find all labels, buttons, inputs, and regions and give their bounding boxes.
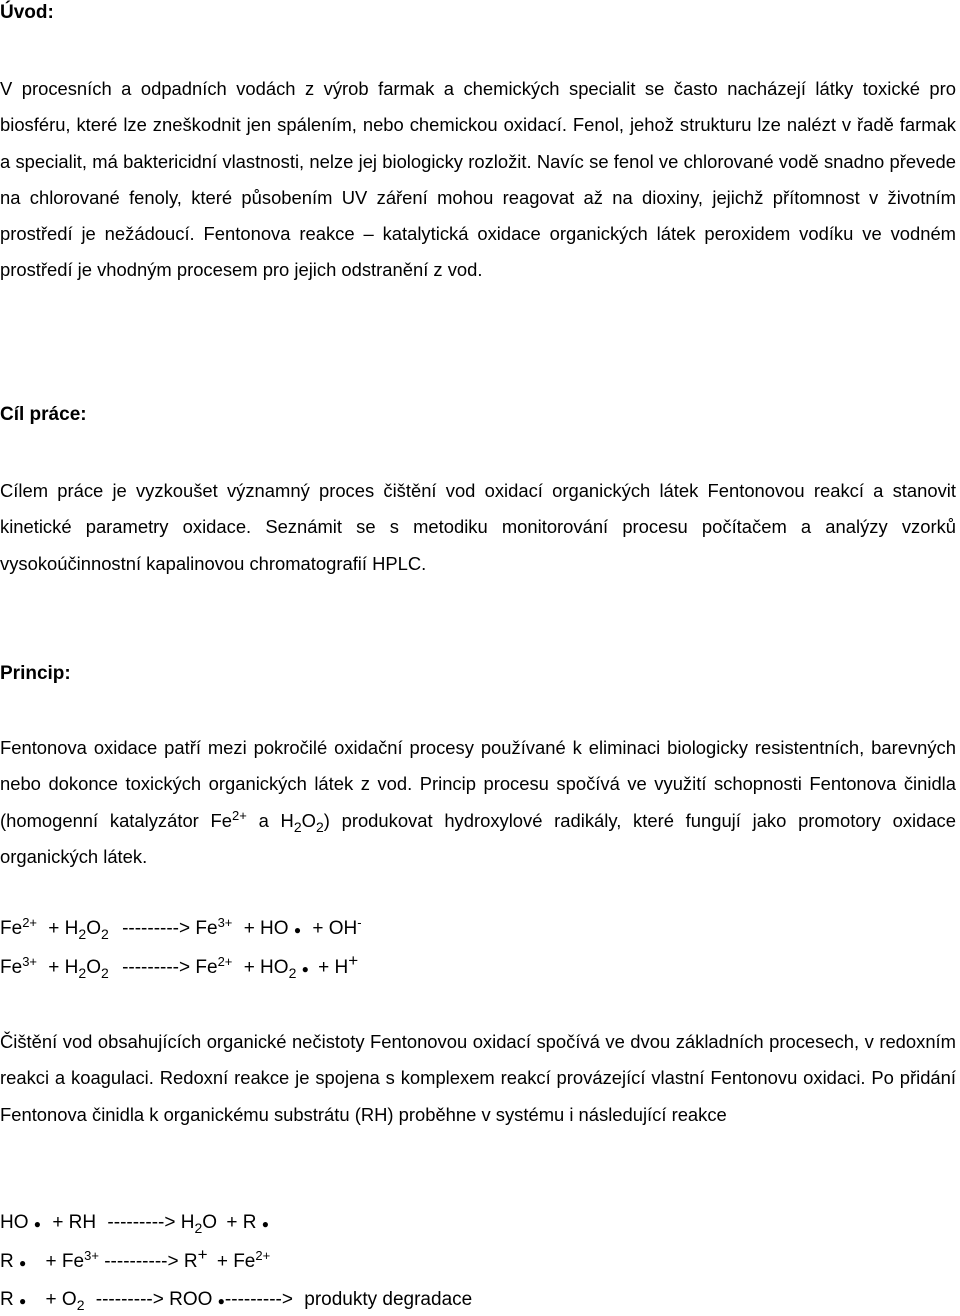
radical-dot-icon: ● [293,923,302,937]
principle-paragraph: Fentonova oxidace patří mezi pokročilé oxidační procesy používané k eliminaci biologicky resistentních, barevných nebo dokonce toxických organických látek z vod. Princip procesu spočívá ve využití schopnosti Fentonova činidla (homogenní katalyzátor $Fe^{2+}$ a $H_2O_2$) produkovat hydroxylové radikály, které fungují jako promotory oxidace organických látek. [0,737,956,867]
section-heading-goal: Cíl práce: [0,404,87,425]
radical-dot-icon: ● [33,1217,42,1231]
equation-fenton-1: $Fe^{2+} + H_2O_2$ ---------> $Fe^{3+}$ + HO ● + OH- [0,915,362,942]
radical-dot-icon: ● [19,1256,27,1270]
reaction-arrow: ---------> [122,918,191,939]
mechanism-paragraph: Čištění vod obsahujících organické nečistoty Fentonovou oxidací spočívá ve dvou základních procesech, v redoxním reakci a koagulaci. Redoxní reakce je spojena s komplexem reakcí provázející vlastní Fentonovu oxidaci. Po přidání Fentonova činidla k organickému substrátu (RH) proběhne v systému i následující reakce [0,1031,956,1125]
goal-paragraph: Cílem práce je vyzkoušet významný proces čištění vod oxidací organických látek Fentonovou reakcí a stanovit kinetické parametry oxidace. Seznámit se s metodiku monitorování procesu počítačem a analýzy vzorků vysokoúčinnostní kapalinovou chromatografií HPLC. [0,480,956,574]
reaction-arrow: ---------> [95,1289,164,1310]
section-heading-intro: Úvod: [0,2,54,23]
section-heading-principle: Princip: [0,663,71,684]
radical-dot-icon: ● [261,1217,269,1231]
reaction-arrow: ----------> [104,1251,179,1272]
intro-paragraph: V procesních a odpadních vodách z výrob farmak a chemických specialit se často nacházejí látky toxické pro biosféru, které lze zneškodnit jen spálením, nebo chemickou oxidací. Fenol, jehož strukturu lze nalézt v řadě farmak a specialit, má baktericidní vlastnosti, nelze jej biologicky rozložit. Navíc se fenol ve chlorované vodě snadno převede na chlorované fenoly, které působením UV záření mohou reagovat až na dioxiny, jejichž přítomnost v životním prostředí je nežádoucí. Fentonova reakce – katalytická oxidace organických látek peroxidem vodíku ve vodném prostředí je vhodným procesem pro jejich odstranění z vod. [0,78,956,281]
equation-radical-3: R ● + $O_2$ ---------> ROO ●---------> produkty degradace [0,1289,473,1313]
equation-fenton-2: $Fe^{3+} + H_2O_2$ ---------> $Fe^{2+} + HO_2$ ● + H+ [0,951,359,981]
reaction-arrow: ---------> [224,1289,293,1310]
radical-dot-icon: ● [301,962,309,976]
radical-dot-icon: ● [19,1294,27,1308]
radical-dot-icon: ● [217,1294,225,1308]
equation-radical-2: R ● + $Fe^{3+}$ ----------> $R^+ + Fe^{2+}$ [0,1245,271,1272]
reaction-arrow: ---------> [122,957,191,978]
reaction-arrow: ---------> [107,1212,176,1233]
equation-radical-1: HO ● + RH ---------> $H_2O + R$ ● [0,1212,269,1236]
